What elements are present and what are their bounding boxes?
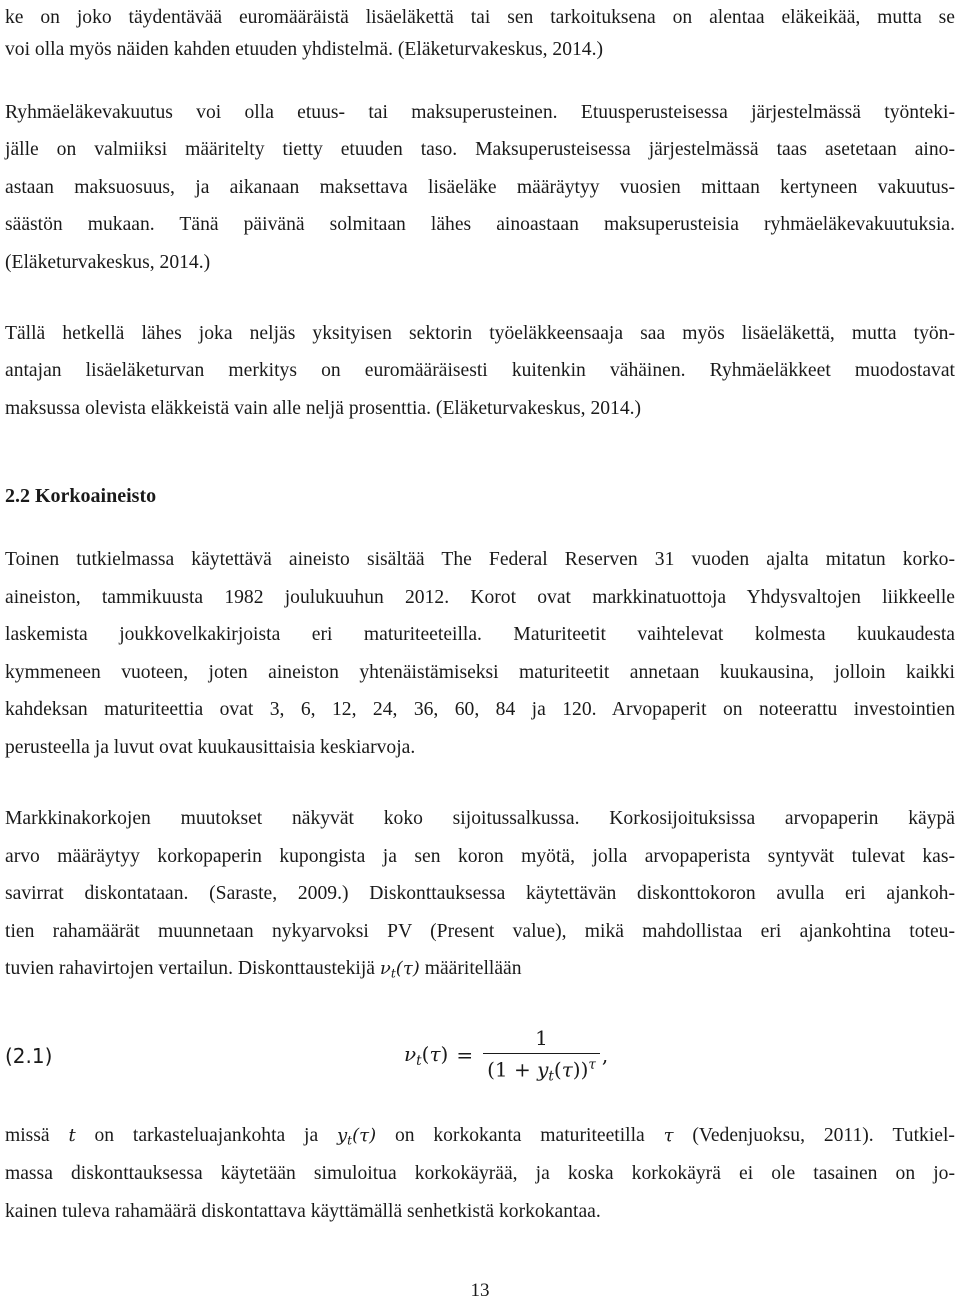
equation-number: (2.1) [5,1044,53,1068]
text-line: jälle on valmiiksi määritelty tietty etuuden taso. Maksuperusteisessa järjestelmässä taas asetetaan aino- [5,139,955,160]
text-fragment: missä [5,1125,50,1146]
math-inline: $y_t(\tau)$ [337,1125,377,1148]
text-line: kainen tuleva rahamäärä diskontattava käyttämällä senhetkistä korkokantaa. [5,1201,601,1222]
text-fragment: määritellään [424,958,522,979]
text-line: arvo määräytyy korkopaperin kupongista ja sen koron myötä, jolla arvopaperista syntyvät tulevat kas- [5,846,955,867]
text-line: astaan maksuosuus, ja aikanaan maksettava lisäeläke määräytyy vuosien mittaan kertyneen vakuutus- [5,177,955,198]
text-line [5,1124,955,1152]
comma: , [601,1043,609,1067]
text-line: säästön mukaan. Tänä päivänä solmitaan lähes ainoastaan maksuperusteisia ryhmäeläkevakuutuksia. [5,214,955,235]
text-line: maksussa olevista eläkkeistä vain alle neljä prosenttia. (Eläketurvakeskus, 2014.) [5,398,642,419]
text-line: Markkinakorkojen muutokset näkyvät koko sijoitussalkussa. Korkosijoituksissa arvopaperin käypä [5,808,955,829]
math-inline: $\nu_t(\tau)$ [379,958,420,981]
text-line: tien rahamäärät muunnetaan nykyarvoksi PV (Present value), mikä mahdollistaa eri ajankohtina toteu- [5,921,955,942]
text-fragment: on korkokanta maturiteetilla [394,1125,645,1146]
section-heading: 2.2 Korkoaineisto [5,485,157,507]
text-line: (Eläketurvakeskus, 2014.) [5,252,211,273]
math-superscript: τ [588,1056,596,1073]
text-fragment: (Vedenjuoksu, 2011). Tutkiel- [692,1125,955,1146]
text-line: ke on joko täydentävää euromääräistä lisäeläkettä tai sen tarkoituksena on alentaa eläkeikää, mutta se [5,7,955,28]
math-symbol: ν [404,1041,417,1066]
text-line: massa diskonttauksessa käytetään simuloitua korkokäyrää, ja koska korkokäyrä ei ole tasainen on jo- [5,1163,955,1184]
math-symbol: y [537,1057,549,1082]
math-subscript: t [390,966,396,981]
math-symbol: τ [663,1125,674,1146]
math-symbol: τ [561,1057,573,1082]
math-subscript: t [548,1068,554,1085]
text-line: voi olla myös näiden kahden etuuden yhdistelmä. (Eläketurvakeskus, 2014.) [5,39,604,60]
math-subscript: t [347,1133,353,1148]
math-symbol: τ [402,958,413,979]
text-line [5,957,522,985]
text-line: Tällä hetkellä lähes joka neljäs yksityisen sektorin työeläkkeensaaja saa myös lisäeläkettä, mutta työn- [5,323,955,344]
denominator: $(1 + y_t(\tau))^\tau$ [487,1056,596,1085]
math-symbol: τ [429,1041,441,1066]
text-line: perusteella ja luvut ovat kuukausittaisia keskiarvoja. [5,737,416,758]
math-symbol: ν [379,958,391,979]
text-line: antajan lisäeläketurvan merkitys on euromääräisesti kuitenkin vähäinen. Ryhmäeläkkeet muodostavat [5,360,955,381]
text-line: Ryhmäeläkevakuutus voi olla etuus- tai maksuperusteinen. Etuusperusteisessa järjestelmässä työnteki- [5,102,955,123]
fraction [483,1026,600,1084]
text-line: kymmeneen vuoteen, joten aineiston yhtenäistämiseksi maturiteetit annetaan kuukausina, jolloin kaikki [5,662,955,683]
numerator: 1 [535,1025,548,1050]
equals-sign: = [456,1043,474,1067]
text-fragment: on tarkasteluajankohta ja [94,1125,319,1146]
text-line: kahdeksan maturiteettia ovat 3, 6, 12, 24, 36, 60, 84 ja 120. Arvopaperit on noteerattu investointien [5,699,955,720]
text-fragment: tuvien rahavirtojen vertailun. Diskonttaustekijä [5,958,376,979]
equation-lhs: $\nu_t(\tau)$ [404,1041,449,1069]
text-line: laskemista joukkovelkakirjoista eri maturiteeteilla. Maturiteetit vaihtelevat kolmesta kuukaudesta [5,624,955,645]
equation [404,1022,608,1088]
text-line: savirrat diskontataan. (Saraste, 2009.) Diskonttauksessa käytettävän diskonttokoron avulla eri ajankoh- [5,883,955,904]
math-symbol: τ [359,1125,370,1146]
math-symbol: t [68,1125,76,1146]
text-line: aineiston, tammikuusta 1982 joulukuuhun 2012. Korot ovat markkinatuottoja Yhdysvaltojen liikkeelle [5,587,955,608]
page-number: 13 [470,1280,490,1301]
math-subscript: t [416,1052,422,1069]
text-line: Toinen tutkielmassa käytettävä aineisto sisältää The Federal Reserven 31 vuoden ajalta mitatun korko- [5,549,955,570]
math-symbol: y [337,1125,348,1146]
